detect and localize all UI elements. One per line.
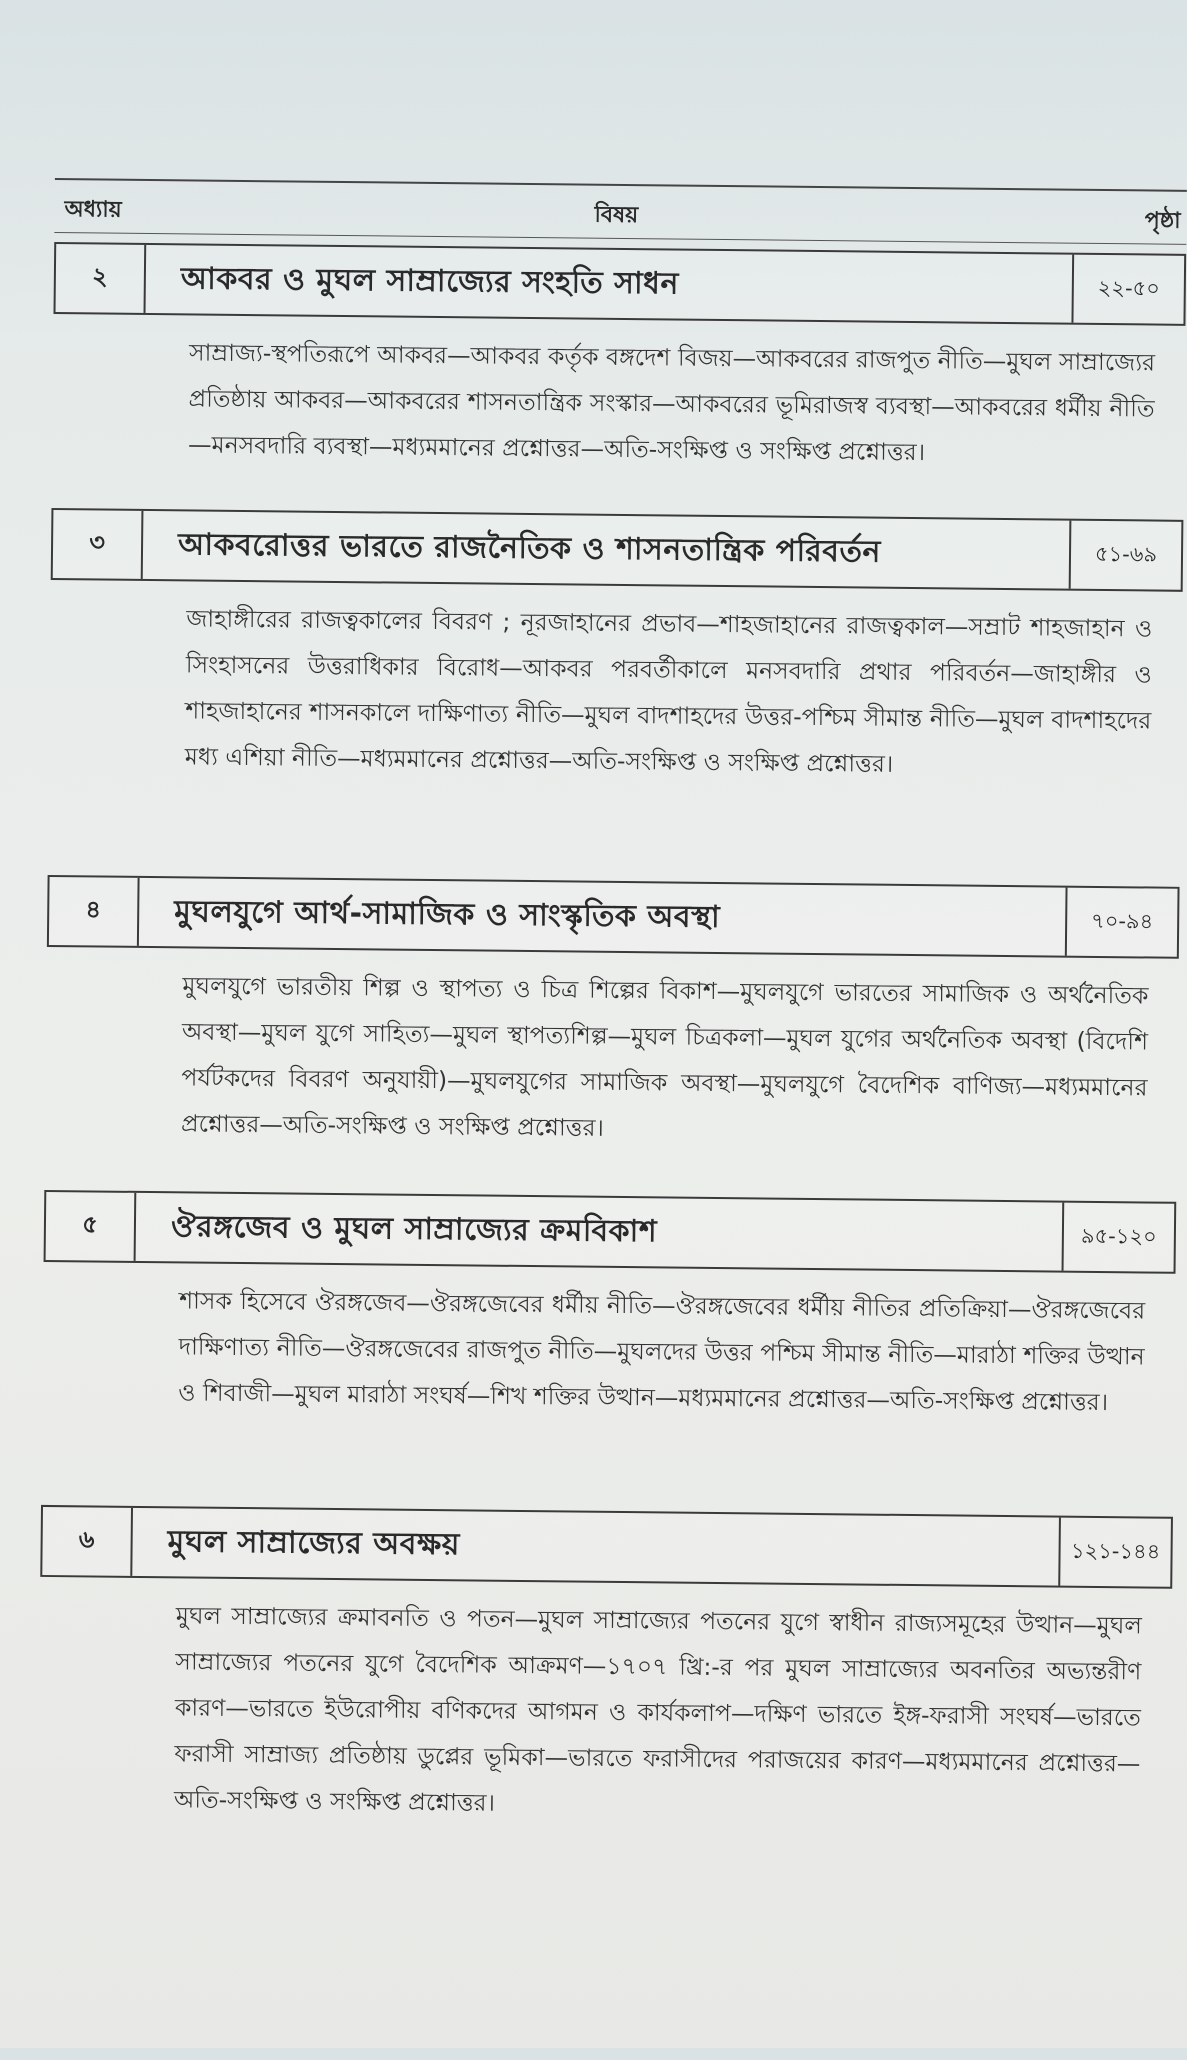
chapter-page-range: ৫১-৬৯ [1069,521,1182,590]
chapter-title-bar [40,1505,1173,1589]
chapter-title: মুঘলযুগে আর্থ-সামাজিক ও সাংস্কৃতিক অবস্থা [174,893,721,935]
chapter-page-range: ১২১-১৪৪ [1058,1518,1171,1587]
chapter-description: মুঘলযুগে ভারতীয় শিল্প ও স্থাপত্য ও চিত্র শিল্পের বিকাশ—মুঘলযুগে ভারতের সামাজিক ও অর্থনৈতিক অবস্থা—মুঘল যুগে সাহিত্য—মুঘল স্থাপত্যশিল্প—মুঘল চিত্রকলা—মুঘল যুগের অর্থনৈতিক অবস্থা (বিদেশি পর্যটকদের বিবরণ অনুযায়ী)—মুঘলযুগের সামাজিক অবস্থা—মুঘলযুগে বৈদেশিক বাণিজ্য—মধ্যমমানের প্রশ্নোত্তর—অতি-সংক্ষিপ্ত ও সংক্ষিপ্ত প্রশ্নোত্তর। [180,971,1149,1142]
chapter-title: আকবর ও মুঘল সাম্রাজ্যের সংহতি সাধন [180,260,680,302]
chapter-description: সাম্রাজ্য-স্থপতিরূপে আকবর—আকবর কর্তৃক বঙ্গদেশ বিজয়—আকবরের রাজপুত নীতি—মুঘল সাম্রাজ্যের প্রতিষ্ঠায় আকবর—আকবরের শাসনতান্ত্রিক সংস্কার—আকবরের ভূমিরাজস্ব ব্যবস্থা—আকবরের ধর্মীয় নীতি—মনসবদারি ব্যবস্থা—মধ্যমমানের প্রশ্নোত্তর—অতি-সংক্ষিপ্ত ও সংক্ষিপ্ত প্রশ্নোত্তর। [187,338,1156,467]
subject-column-heading: বিষয় [594,202,639,229]
chapter-title-bar [44,1190,1177,1274]
contents-page [35,170,1187,2060]
chapter-number: ৫ [46,1192,137,1261]
chapter-title-bar [47,875,1180,959]
chapter-description: জাহাঙ্গীরের রাজত্বকালের বিবরণ ; নূরজাহানের প্রভাব—শাহজাহানের রাজত্বকাল—সম্রাট শাহজাহান ও সিংহাসনের উত্তরাধিকার বিরোধ—আকবর পরবর্তীকালে মনসবদারি প্রথার পরিবর্তন—জাহাঙ্গীর ও শাহজাহানের শাসনকালে দাক্ষিণাত্য নীতি—মুঘল বাদশাহদের উত্তর-পশ্চিম সীমান্ত নীতি—মুঘল বাদশাহদের মধ্য এশিয়া নীতি—মধ্যমমানের প্রশ্নোত্তর—অতি-সংক্ষিপ্ত ও সংক্ষিপ্ত প্রশ্নোত্তর। [184,604,1153,778]
chapter-entry [45,875,1180,1157]
chapter-description: মুঘল সাম্রাজ্যের ক্রমাবনতি ও পতন—মুঘল সাম্রাজ্যের পতনের যুগে স্বাধীন রাজ্যসমূহের উত্থান—মুঘল সাম্রাজ্যের পতনের যুগে বৈদেশিক আক্রমণ—১৭০৭ খ্রি:-র পর মুঘল সাম্রাজ্যের অবনতির অভ্যন্তরীণ কারণ—ভারতে ইউরোপীয় বণিকদের আগমন ও কার্যকলাপ—দক্ষিণ ভারতে ইঙ্গ-ফরাসী সংঘর্ষ—ভারতে ফরাসী সাম্রাজ্য প্রতিষ্ঠায় ডুপ্লের ভূমিকা—ভারতে ফরাসীদের পরাজয়ের কারণ—মধ্যমমানের প্রশ্নোত্তর—অতি-সংক্ষিপ্ত ও সংক্ষিপ্ত প্রশ্নোত্তর। [173,1601,1142,1817]
chapter-title: মুঘল সাম্রাজ্যের অবক্ষয় [167,1523,461,1562]
chapter-page-range: ৭০-৯৪ [1065,888,1178,957]
chapter-column-heading: অধ্যায় [64,197,122,223]
page-column-heading: পৃষ্ঠা [1144,208,1181,234]
chapter-title-bar [53,242,1186,326]
chapter-entry [52,242,1186,478]
chapter-number: ৪ [49,877,140,946]
chapter-number: ৬ [42,1507,133,1576]
chapter-entry [42,1190,1176,1426]
chapter-page-range: ৯৫-১২০ [1062,1203,1175,1272]
chapter-title: আকবরোত্তর ভারতে রাজনৈতিক ও শাসনতান্ত্রিক পরিবর্তন [177,526,882,570]
chapter-title: ঔরঙ্গজেব ও মুঘল সাম্রাজ্যের ক্রমবিকাশ [170,1208,658,1249]
chapter-number: ৩ [53,510,144,579]
chapter-number: ২ [56,244,147,313]
chapter-entry [38,1505,1173,1833]
chapter-description: শাসক হিসেবে ঔরঙ্গজেব—ঔরঙ্গজেবের ধর্মীয় নীতি—ঔরঙ্গজেবের ধর্মীয় নীতির প্রতিক্রিয়া—ঔরঙ্গজেবের দাক্ষিণাত্য নীতি—ঔরঙ্গজেবের রাজপুত নীতি—মুঘলদের উত্তর পশ্চিম সীমান্ত নীতি—মারাঠা শক্তির উত্থান ও শিবাজী—মুঘল মারাঠা সংঘর্ষ—শিখ শক্তির উত্থান—মধ্যমমানের প্রশ্নোত্তর—অতি-সংক্ষিপ্ত প্রশ্নোত্তর। [178,1286,1146,1417]
chapter-entry [49,508,1184,790]
chapter-title-bar [51,508,1184,592]
table-header [54,184,1186,240]
chapter-page-range: ২২-৫০ [1071,255,1184,324]
